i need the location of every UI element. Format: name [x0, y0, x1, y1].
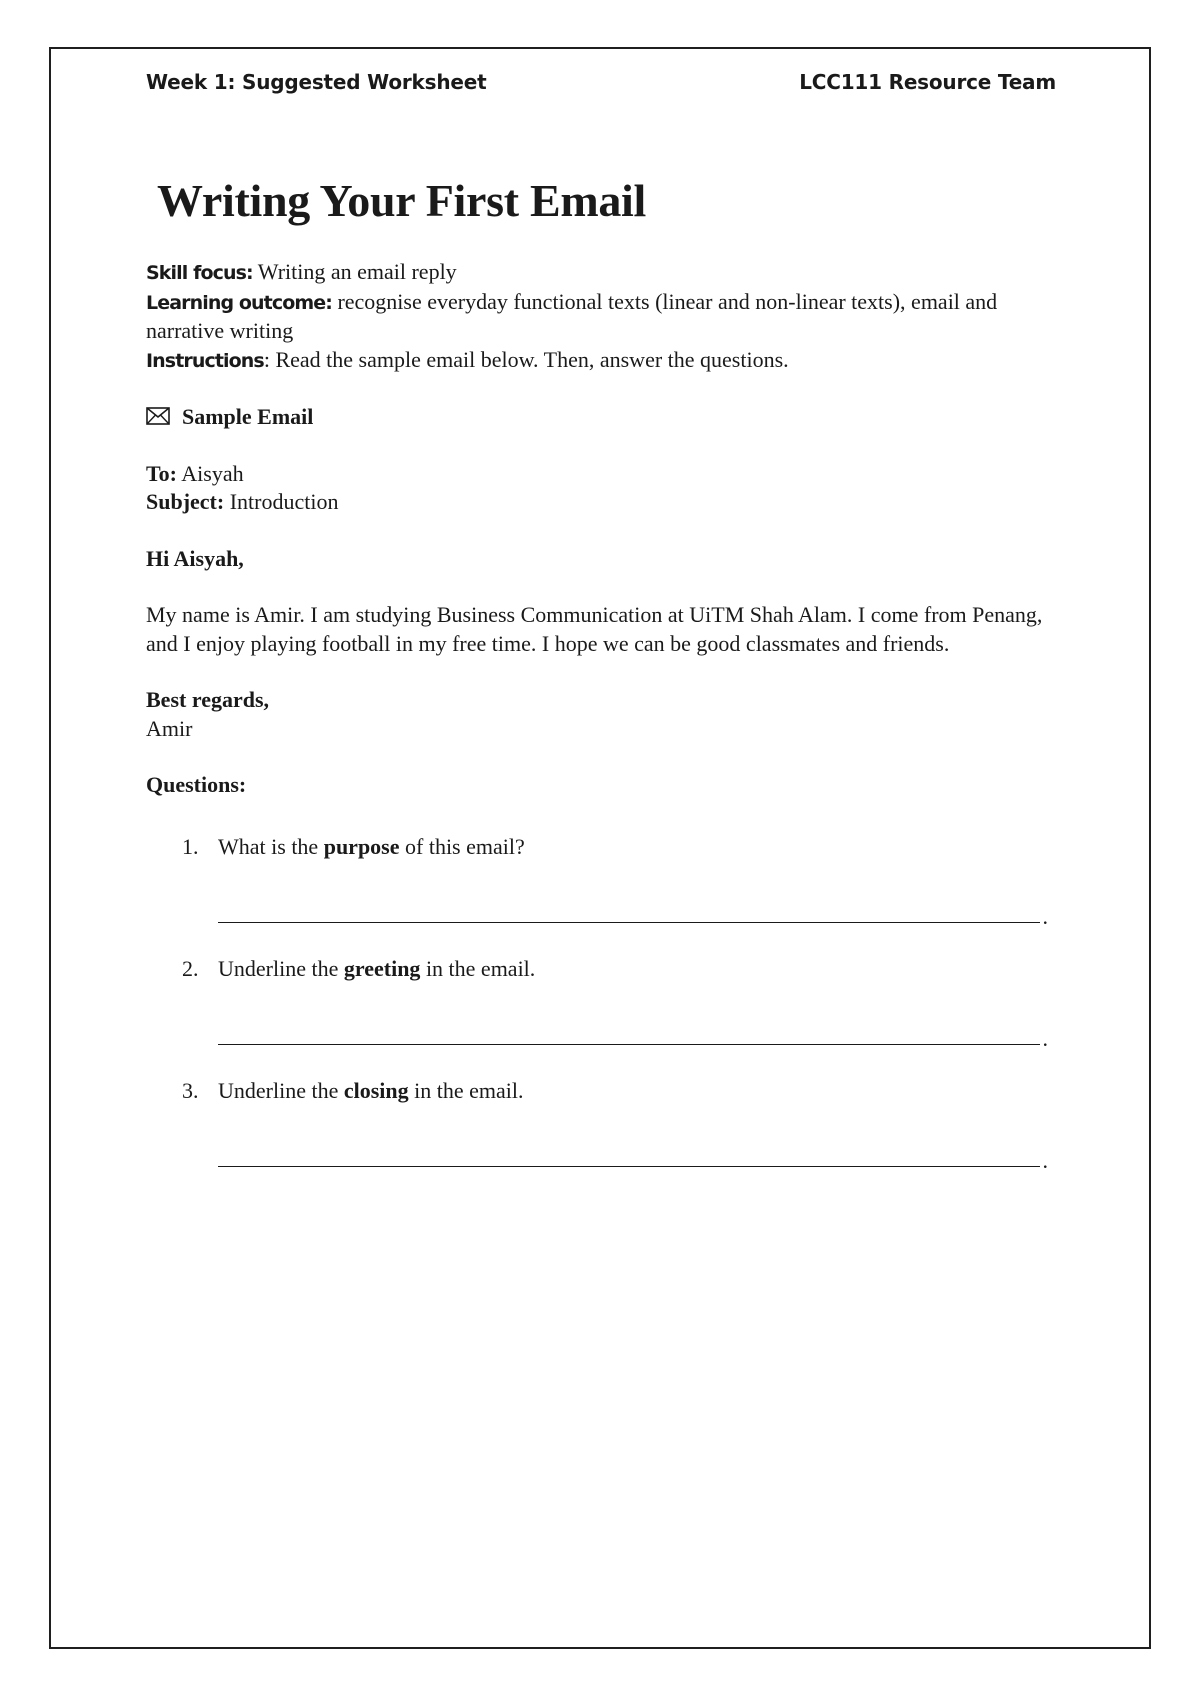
question-text-pre: Underline the [218, 955, 344, 981]
answer-terminator: . [1042, 903, 1048, 929]
header-right: LCC111 Resource Team [799, 70, 1056, 94]
email-closing: Best regards, [146, 687, 270, 712]
email-header-fields [146, 460, 1056, 517]
sample-email-heading [146, 403, 1056, 432]
page-title: Writing Your First Email [157, 175, 647, 226]
question-item [146, 955, 1056, 984]
skill-focus-label: Skill focus: [146, 262, 253, 284]
email-to-value: Aisyah [176, 460, 244, 486]
skill-focus-line [146, 258, 1056, 288]
question-keyword: closing [343, 1077, 409, 1103]
learning-outcome-label: Learning outcome: [146, 291, 332, 314]
email-signature: Amir [146, 715, 193, 741]
question-list [146, 833, 1056, 1172]
page-header [146, 70, 1056, 102]
question-number: 2. [182, 955, 199, 981]
question-number: 1. [182, 833, 199, 859]
email-subject-label: Subject: [146, 489, 225, 514]
questions-heading: Questions: [146, 772, 247, 797]
answer-line[interactable] [218, 1143, 1048, 1172]
skill-focus-value: Writing an email reply [252, 259, 457, 284]
email-subject-line [146, 488, 1056, 517]
worksheet-meta [146, 258, 1056, 375]
answer-rule [218, 1044, 1040, 1045]
question-keyword: greeting [343, 955, 421, 981]
question-text-post: of this email? [399, 833, 525, 859]
header-left: Week 1: Suggested Worksheet [146, 70, 487, 94]
question-keyword: purpose [323, 833, 400, 859]
instructions-value: : Read the sample email below. Then, answer the questions. [263, 346, 789, 372]
question-item [146, 1077, 1056, 1106]
question-text-post: in the email. [408, 1077, 524, 1103]
email-greeting: Hi Aisyah, [146, 545, 244, 571]
learning-outcome-value: recognise everyday functional texts (linear and non-linear texts), email and narrative writing [146, 288, 998, 343]
envelope-icon [146, 407, 170, 425]
question-text-pre: Underline the [218, 1077, 344, 1103]
email-body: My name is Amir. I am studying Business Communication at UiTM Shah Alam. I come from Penang, and I enjoy playing football in my free time. I hope we can be good classmates and friends. [146, 602, 1043, 656]
sample-email-heading-text: Sample Email [182, 404, 314, 429]
email-to-line [146, 460, 1056, 489]
question-item [146, 833, 1056, 862]
email-signoff [146, 686, 1056, 743]
question-text-pre: What is the [218, 833, 324, 859]
email-to-label: To: [146, 460, 177, 486]
answer-rule [218, 922, 1040, 923]
learning-outcome-line [146, 288, 1056, 346]
instructions-label: Instructions [146, 349, 264, 372]
answer-line[interactable] [218, 899, 1048, 928]
answer-rule [218, 1166, 1040, 1167]
email-subject-value: Introduction [224, 489, 339, 514]
answer-line[interactable] [218, 1021, 1048, 1050]
worksheet [146, 70, 1056, 1172]
answer-terminator: . [1042, 1147, 1048, 1173]
question-text-post: in the email. [420, 955, 536, 981]
answer-terminator: . [1042, 1025, 1048, 1051]
question-number: 3. [182, 1077, 199, 1103]
instructions-line [146, 346, 1056, 376]
